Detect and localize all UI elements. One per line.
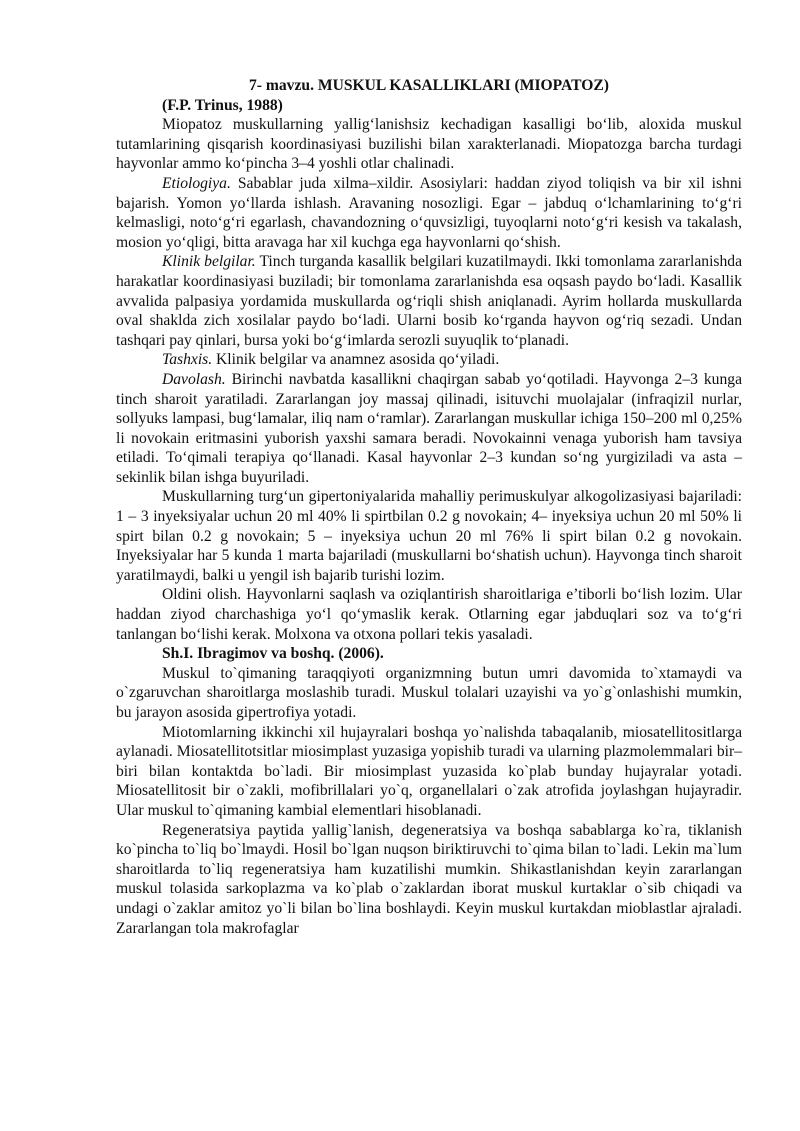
paragraph-clinical-signs: [116, 252, 742, 350]
paragraph-etiology: [116, 174, 742, 252]
term-etiology: Etiologiya.: [162, 174, 231, 192]
paragraph-muscle-development: Muskul to`qimaning taraqqiyoti organizmning butun umri davomida to`xtamaydi va o`zgaruvchan sharoitlarga moslashib turadi. Muskul tolalari uzayishi va yo`g`onlashishi mumkin, bu jarayon asosida gipertrofiya yotadi.: [116, 664, 742, 721]
paragraph-regeneration: Regeneratsiya paytida yallig`lanish, degeneratsiya va boshqa sabablarga ko`ra, tiklanish ko`pincha to`liq bo`lmaydi. Hosil bo`lgan nuqson biriktiruvchi to`qima bilan to`ladi. Lekin ma`lum sharoitlarda to`liq regeneratsiya ham kuzatilishi mumkin. Shikastlanishdan keyin zararlangan muskul tolasida sarkoplazma va ko`plab o`zaklardan iborat muskul kurtaklar o`sib chiqadi va undagi o`zaklar amitoz yo`li bilan bo`lina boshlaydi. Keyin muskul kurtakdan mioblastlar ajraladi. Zararlangan tola makrofaglar: [116, 821, 742, 937]
paragraph-treatment: [116, 370, 742, 488]
term-diagnosis: Tashxis.: [162, 351, 213, 369]
term-treatment: Davolash.: [162, 370, 226, 388]
paragraph-diagnosis: [116, 350, 742, 370]
paragraph-intro: Miopatoz muskullarning yallig‘lanishsiz kechadigan kasalligi bo‘lib, aloxida muskul tutamlarining qisqarish koordinasiyasi buzilishi bilan xarakterlanadi. Miopatozga barcha turdagi hayvonlar ammo ko‘pincha 3–4 yoshli otlar chalinadi.: [116, 116, 742, 173]
source-citation-trinus: (F.P. Trinus, 1988): [162, 96, 283, 114]
source-citation-ibragimov: Sh.I. Ibragimov va boshq. (2006).: [162, 645, 384, 663]
document-title: 7- mavzu. MUSKUL KASALLIKLARI (MIOPATOZ): [249, 77, 609, 94]
paragraph-treatment-text: Birinchi navbatda kasallikni chaqirgan sabab yo‘qotiladi. Hayvonga 2–3 kunga tinch sharoit yaratiladi. Zararlangan joy massaj qilinadi, isituvchi muolajalar (infraqizil nurlar, sollyuks lampasi, bug‘lamalar, iliq nam o‘ramlar). Zararlangan muskullar ichiga 150–200 ml 0,25% li novokain eritmasini yuborish yaxshi samara beradi. Novokainni venaga yuborish ham tavsiya etiladi. To‘qimali terapiya qo‘llanadi. Kasal hayvonlar 2–3 kundan so‘ng yurgiziladi va asta – sekinlik bilan ishga buyuriladi.: [116, 370, 742, 486]
paragraph-alcoholization: Muskullarning turg‘un gipertoniyalarida mahalliy perimuskulyar alkogolizasiyasi bajariladi: 1 – 3 inyeksiyalar uchun 20 ml 40% li spirtbilan 0.2 g novokain; 4– inyeksiya uchun 20 ml 50% li spirt bilan 0.2 g novokain; 5 – inyeksiya uchun 20 ml 76% li spirt bilan 0.2 g novokain. Inyeksiyalar har 5 kunda 1 marta bajariladi (muskullarni bo‘shatish uchun). Hayvonga tinch sharoit yaratilmaydi, balki u yengil ish bajarib turishi lozim.: [116, 488, 742, 584]
paragraph-etiology-text: Sabablar juda xilma–xildir. Asosiylari: haddan ziyod toliqish va bir xil ishni bajarish. Yomon yo‘llarda ishlash. Aravaning nosozligi. Egar – jabduq o‘lchamlarining to‘g‘ri kelmasligi, noto‘g‘ri egarlash, chavandozning o‘quvsizligi, tuyoqlarni noto‘g‘ri kesish va takalash, mosion yo‘qligi, bitta aravaga har xil kuchga ega hayvonlarni qo‘shish.: [116, 174, 742, 251]
paragraph-diagnosis-text: Klinik belgilar va anamnez asosida qo‘yiladi.: [212, 351, 500, 369]
document-page: [116, 76, 742, 938]
paragraph-miotomes: Miotomlarning ikkinchi xil hujayralari boshqa yo`nalishda tabaqalanib, miosatellitositlarga aylanadi. Miosatellitotsitlar miosimplast yuzasiga yopishib turadi va ularning plazmolemmalari bir–biri bilan kontaktda bo`ladi. Bir miosimplast yuzasida ko`plab bunday hujayralar yotadi. Miosatellitosit bir o`zakli, mofibrillalari yo`q, organellalari o`zak atrofida joylashgan hujayradir. Ular muskul to`qimaning kambial elementlari hisoblanadi.: [116, 723, 742, 819]
paragraph-prevention: Oldini olish. Hayvonlarni saqlash va oziqlantirish sharoitlariga e’tiborli bo‘lish lozim. Ular haddan ziyod charchashiga yo‘l qo‘ymaslik kerak. Otlarning egar jabduqlari soz va to‘g‘ri tanlangan bo‘lishi kerak. Molxona va otxona pollari tekis yasaladi.: [116, 586, 742, 643]
paragraph-clinical-signs-text: Tinch turganda kasallik belgilari kuzatilmaydi. Ikki tomonlama zararlanishda harakatlar koordinasiyasi buziladi; bir tomonlama zararlanishda esa oqsash paydo bo‘ladi. Kasallik avvalida palpasiya yordamida muskullarda og‘riqli shish aniqlanadi. Ayrim hollarda muskullarda oval shaklda zich xosilalar paydo bo‘ladi. Ularni bosib ko‘rganda hayvon og‘riq sezadi. Undan tashqari pay qinlari, bursa yoki bo‘g‘imlarda serozli suyuqlik to‘planadi.: [116, 253, 742, 349]
term-clinical-signs: Klinik belgilar.: [162, 253, 256, 271]
